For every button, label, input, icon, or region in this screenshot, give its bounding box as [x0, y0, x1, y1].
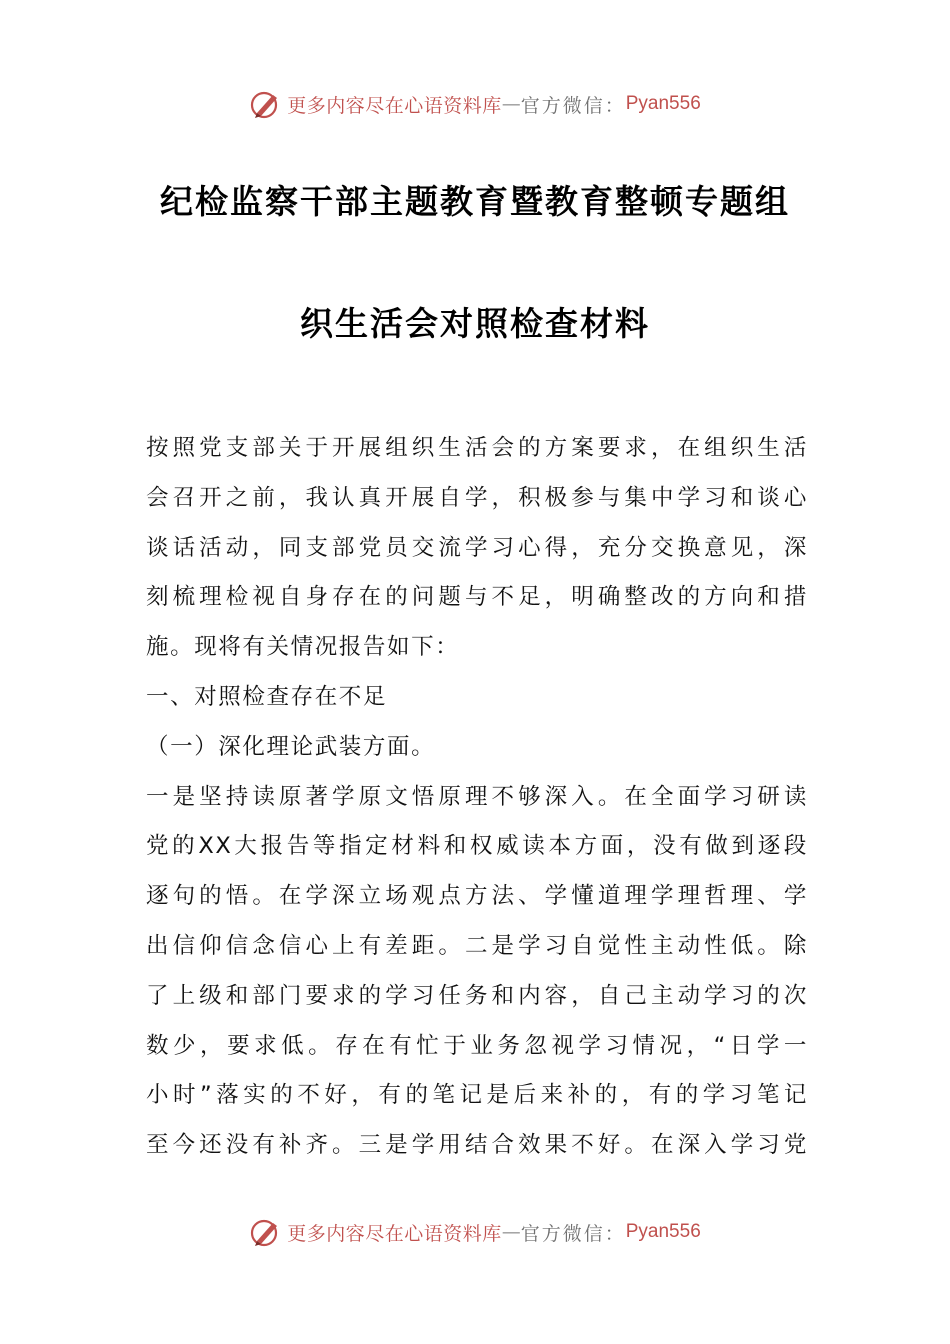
body-line: 出信仰信念信心上有差距。二是学习自觉性主动性低。除 [146, 932, 808, 959]
body-line: 施。现将有关情况报告如下： [146, 634, 460, 661]
banner-official-label: 官方微信： [520, 94, 626, 117]
body-line: 小时”落实的不好，有的笔记是后来补的，有的学习笔记 [146, 1082, 808, 1109]
body-line: 会召开之前，我认真开展自学，积极参与集中学习和谈心 [146, 484, 808, 511]
body-line: 一是坚持读原著学原文悟原理不够深入。在全面学习研读 [146, 783, 808, 810]
banner-wechat-id: Pyan556 [625, 93, 701, 114]
body-line: 至今还没有补齐。三是学用结合效果不好。在深入学习党 [146, 1132, 808, 1159]
banner-separator: — [501, 93, 521, 115]
body-line: 刻梳理检视自身存在的问题与不足，明确整改的方向和措 [146, 584, 808, 611]
subsection-heading: （一）深化理论武装方面。 [146, 733, 436, 760]
section-heading: 一、对照检查存在不足 [146, 683, 388, 710]
header-banner [0, 84, 950, 124]
body-line: 数少，要求低。存在有忙于业务忽视学习情况，“日学一 [146, 1032, 808, 1059]
body-line: 谈话活动，同支部党员交流学习心得，充分交换意见，深 [146, 534, 808, 561]
document-title-line-1: 纪检监察干部主题教育暨教育整顿专题组 [160, 182, 790, 221]
body-line: 逐句的悟。在学深立场观点方法、学懂道理学理哲理、学 [146, 883, 808, 910]
document-title-line-2: 织生活会对照检查材料 [300, 304, 650, 343]
banner-official-label: 官方微信： [520, 1222, 626, 1245]
banner-wechat-id: Pyan556 [625, 1221, 701, 1242]
banner-brand-text: 更多内容尽在心语资料库 [287, 1222, 502, 1245]
pen-logo-icon [249, 1215, 283, 1249]
body-line: 党的XX大报告等指定材料和权威读本方面，没有做到逐段 [146, 833, 808, 860]
document-body [146, 424, 808, 1171]
pen-logo-icon [249, 87, 283, 121]
body-line: 了上级和部门要求的学习任务和内容，自己主动学习的次 [146, 982, 808, 1009]
banner-brand-text: 更多内容尽在心语资料库 [287, 94, 502, 117]
body-line: 按照党支部关于开展组织生活会的方案要求，在组织生活 [146, 435, 808, 461]
banner-separator: — [501, 1221, 521, 1243]
footer-banner [0, 1212, 950, 1252]
